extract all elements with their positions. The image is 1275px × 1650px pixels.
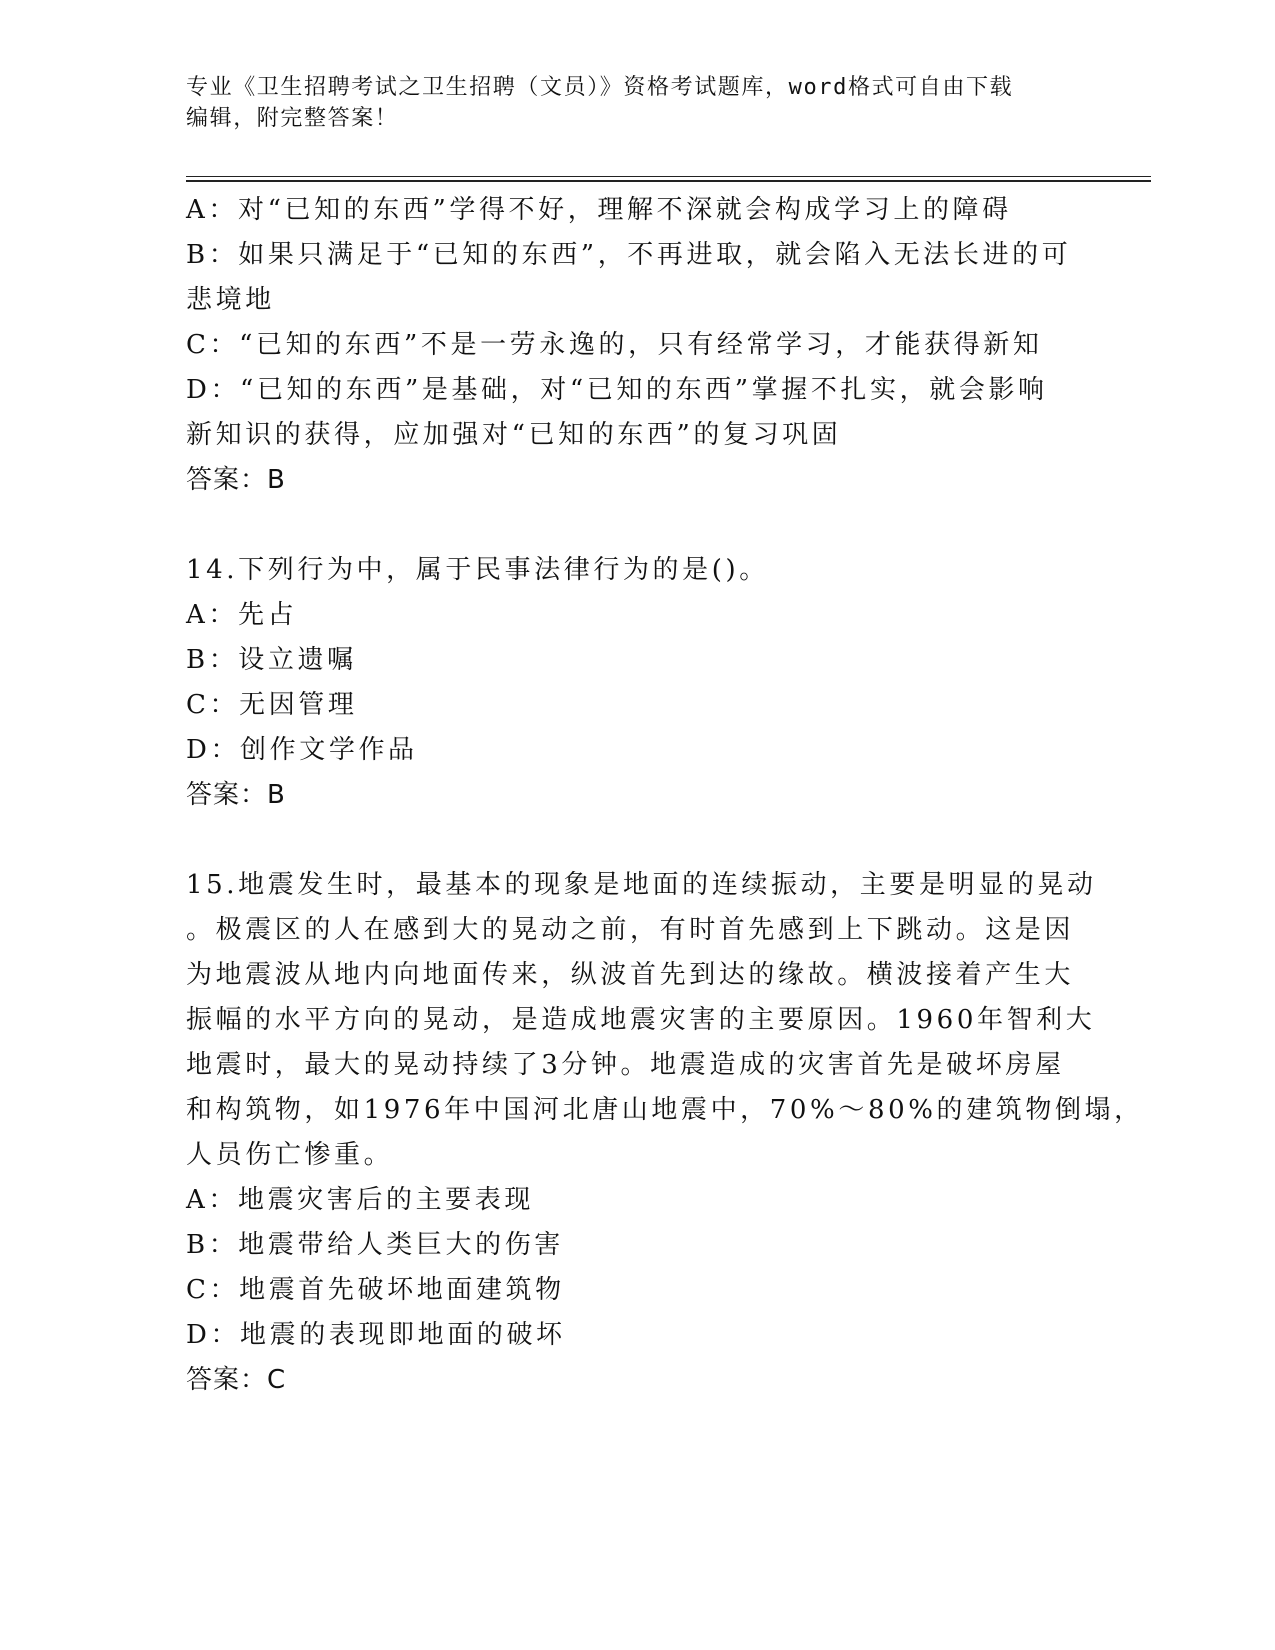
option-line: A：对“已知的东西”学得不好，理解不深就会构成学习上的障碍	[186, 195, 1012, 225]
option-c: C：无因管理	[186, 690, 358, 720]
option-line: B：如果只满足于“已知的东西”，不再进取，就会陷入无法长进的可	[186, 240, 1072, 270]
option-d: D：地震的表现即地面的破坏	[186, 1320, 566, 1350]
question-15	[186, 863, 1144, 1403]
option-line: C：“已知的东西”不是一劳永逸的，只有经常学习，才能获得新知	[186, 330, 1043, 360]
spacer	[186, 818, 1086, 863]
question-stem-line: 。极震区的人在感到大的晃动之前，有时首先感到上下跳动。这是因	[186, 915, 1075, 945]
option-d: D：创作文学作品	[186, 735, 418, 765]
question-13	[186, 188, 1086, 503]
question-stem-line: 为地震波从地内向地面传来，纵波首先到达的缘故。横波接着产生大	[186, 960, 1075, 990]
header-line-1: 专业《卫生招聘考试之卫生招聘（文员）》资格考试题库，word格式可自由下载	[186, 75, 1014, 100]
option-b: B：地震带给人类巨大的伤害	[186, 1230, 564, 1260]
question-stem: 14.下列行为中，属于民事法律行为的是()。	[186, 555, 769, 585]
answer-label: 答案：B	[186, 465, 286, 495]
header-divider-thick	[186, 180, 1151, 182]
option-c: C：地震首先破坏地面建筑物	[186, 1275, 565, 1305]
document-body	[186, 188, 1144, 1403]
option-a: A：先占	[186, 600, 298, 630]
answer-label: 答案：B	[186, 780, 286, 810]
option-line: 新知识的获得，应加强对“已知的东西”的复习巩固	[186, 420, 842, 450]
question-stem-line: 15.地震发生时，最基本的现象是地面的连续振动，主要是明显的晃动	[186, 870, 1097, 900]
header-divider-thin	[186, 176, 1151, 177]
question-stem-line: 振幅的水平方向的晃动，是造成地震灾害的主要原因。1960年智利大	[186, 1005, 1096, 1035]
option-line: 悲境地	[186, 285, 275, 315]
header-line-2: 编辑，附完整答案！	[186, 106, 399, 131]
option-b: B：设立遗嘱	[186, 645, 357, 675]
spacer	[186, 503, 1086, 548]
question-stem-line: 人员伤亡惨重。	[186, 1140, 394, 1170]
question-stem-line: 地震时，最大的晃动持续了3分钟。地震造成的灾害首先是破坏房屋	[186, 1050, 1065, 1080]
document-header	[186, 72, 1086, 134]
option-line: D：“已知的东西”是基础，对“已知的东西”掌握不扎实，就会影响	[186, 375, 1048, 405]
option-a: A：地震灾害后的主要表现	[186, 1185, 534, 1215]
question-14	[186, 548, 1086, 818]
answer-label: 答案：C	[186, 1365, 287, 1395]
question-stem-line: 和构筑物，如1976年中国河北唐山地震中，70%～80%的建筑物倒塌，	[186, 1095, 1144, 1125]
